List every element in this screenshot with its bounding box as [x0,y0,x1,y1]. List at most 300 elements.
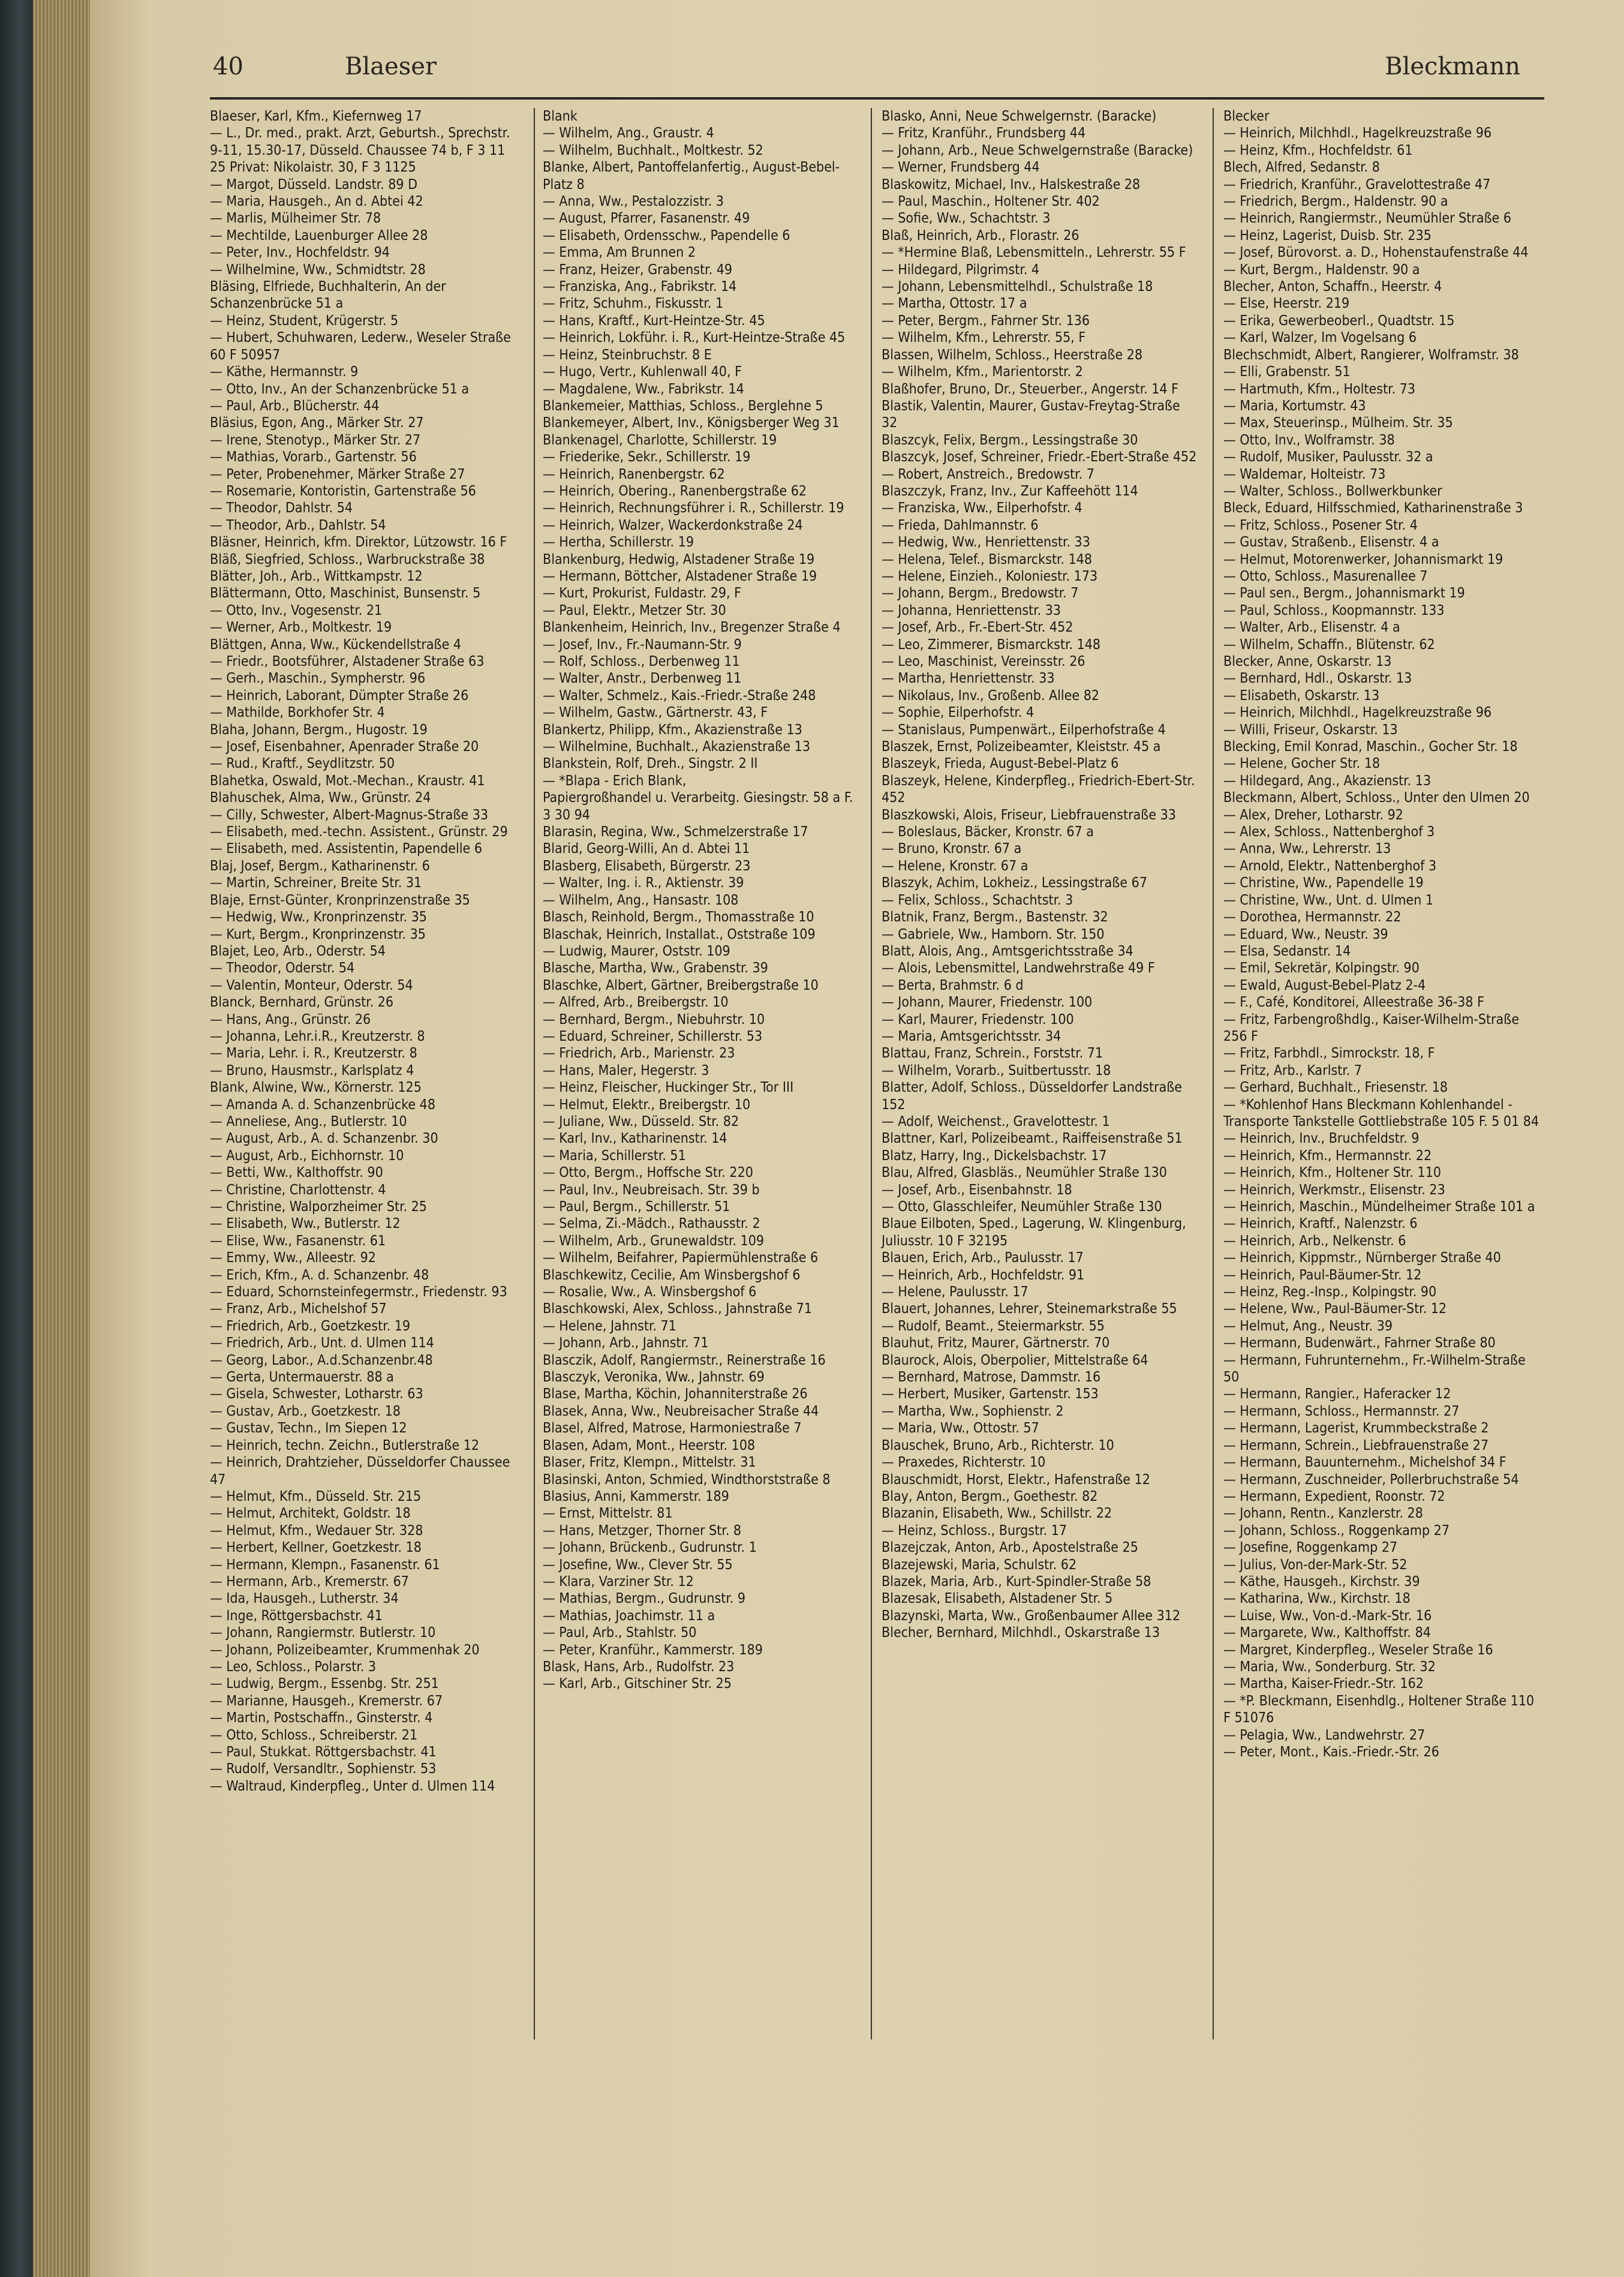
directory-entry: Blattau, Franz, Schrein., Forststr. 71 [882,1046,1103,1062]
directory-entry: — Inge, Röttgersbachstr. 41 [210,1608,383,1624]
directory-entry: Blankstein, Rolf, Dreh., Singstr. 2 II [543,756,758,772]
directory-entry: — Helena, Telef., Bismarckstr. 148 [882,551,1093,567]
directory-entry: — Martha, Henriettenstr. 33 [882,671,1055,687]
directory-entry: Bläß, Siegfried, Schloss., Warbruckstraße 38 [210,551,485,567]
directory-entry: Blecker [1223,109,1270,124]
directory-entry: — Theodor, Dahlstr. 54 [210,500,353,516]
directory-entry: — Heinrich, Paul-Bäumer-Str. 12 [1223,1267,1422,1283]
directory-entry: — Gerta, Untermauerstr. 88 a [210,1369,394,1386]
directory-entry: Papiergroßhandel u. Verarbeitg. Giesingstr. 58 a F. 3 30 94 [543,790,858,823]
directory-entry: — Kurt, Prokurist, Fuldastr. 29, F [543,585,742,602]
directory-entry: Blaschkewitz, Cecilie, Am Winsbergshof 6 [543,1267,801,1283]
directory-entry: Blatter, Adolf, Schloss., Düsseldorfer Landstraße 152 [882,1080,1186,1113]
directory-entry: — Heinrich, Kraftf., Nalenzstr. 6 [1223,1216,1418,1232]
directory-entry: — Heinrich, Kippmstr., Nürnberger Straße 40 [1223,1250,1501,1266]
directory-entry: — Wilhelm, Vorarb., Suitbertusstr. 18 [882,1062,1111,1079]
directory-entry: — Werner, Arb., Moltkestr. 19 [210,620,392,636]
directory-entry: — Johanna, Lehr.i.R., Kreutzerstr. 8 [210,1028,425,1044]
directory-entry: Blasius, Anni, Kammerstr. 189 [543,1488,729,1504]
directory-entry: Blaszeyk, Helene, Kinderpfleg., Friedrich-Ebert-Str. 452 [882,773,1199,806]
directory-entry: — Rudolf, Musiker, Paulusstr. 32 a [1223,449,1433,465]
column-divider [871,108,872,2039]
directory-entry: — Peter, Kranführ., Kammerstr. 189 [543,1642,763,1658]
directory-entry: — Franz, Heizer, Grabenstr. 49 [543,262,733,278]
directory-entry: — Waldemar, Holteistr. 73 [1223,466,1386,482]
directory-entry: — Rud., Kraftf., Seydlitzstr. 50 [210,756,395,772]
directory-entry: — Walter, Schloss., Bollwerkbunker [1223,483,1442,499]
directory-entry: Blankemeyer, Albert, Inv., Königsberger Weg 31 [543,415,840,431]
directory-entry: — Friedrich, Arb., Goetzkestr. 19 [210,1318,411,1334]
directory-entry: — Helmut, Elektr., Breibergstr. 10 [543,1097,751,1113]
directory-entry: — Hermann, Lagerist, Krummbeckstraße 2 [1223,1420,1489,1437]
directory-entry: — Fritz, Schloss., Posener Str. 4 [1223,517,1418,533]
directory-entry: — Wilhelm, Ang., Hansastr. 108 [543,892,739,908]
directory-entry: — Wilhelm, Beifahrer, Papiermühlenstraße 6 [543,1250,819,1266]
directory-entry: — Heinz, Fleischer, Huckinger Str., Tor III [543,1080,794,1096]
directory-entry: Bleckmann, Albert, Schloss., Unter den Ulmen 20 [1223,790,1530,806]
directory-entry: — Max, Steuerinsp., Mülheim. Str. 35 [1223,415,1453,431]
directory-entry: — Hildegard, Pilgrimstr. 4 [882,262,1040,278]
directory-entry: — Helmut, Architekt, Goldstr. 18 [210,1506,411,1522]
directory-entry: — Otto, Bergm., Hoffsche Str. 220 [543,1165,753,1181]
directory-entry: — Paul, Inv., Neubreisach. Str. 39 b [543,1182,760,1198]
directory-entry: Blazejewski, Maria, Schulstr. 62 [882,1557,1077,1573]
directory-entry: Blaszcyk, Josef, Schreiner, Friedr.-Ebert-Straße 452 [882,449,1197,465]
directory-entry: — F., Café, Konditorei, Alleestraße 36-38 F [1223,995,1485,1011]
directory-entry: — Heinrich, Lokführ. i. R., Kurt-Heintze-Straße 45 [543,330,846,346]
directory-entry: Blajet, Leo, Arb., Oderstr. 54 [210,943,386,959]
directory-entry: — Selma, Zi.-Mädch., Rathausstr. 2 [543,1216,760,1232]
directory-entry: Blaschke, Albert, Gärtner, Breibergstraße 10 [543,977,819,993]
directory-entry: — Johann, Lebensmittelhdl., Schulstraße 18 [882,279,1153,295]
directory-entry: — Maria, Schillerstr. 51 [543,1147,686,1164]
directory-entry: — Nikolaus, Inv., Großenb. Allee 82 [882,687,1100,704]
directory-entry: — Josef, Arb., Fr.-Ebert-Str. 452 [882,620,1073,636]
directory-entry: — Helmut, Ang., Neustr. 39 [1223,1318,1393,1334]
directory-entry: — Karl, Arb., Gitschiner Str. 25 [543,1676,732,1692]
directory-entry: — Rudolf, Beamt., Steiermarkstr. 55 [882,1318,1105,1334]
directory-entry: — Paul, Elektr., Metzer Str. 30 [543,602,726,618]
directory-entry: Bleck, Eduard, Hilfsschmied, Katharinenstraße 3 [1223,500,1523,516]
directory-entry: — Hermann, Böttcher, Alstadener Straße 19 [543,568,817,584]
directory-entry: — Emmy, Ww., Alleestr. 92 [210,1250,376,1266]
directory-entry: Blecking, Emil Konrad, Maschin., Gocher Str. 18 [1223,739,1518,755]
directory-entry: — Rosalie, Ww., A. Winsbergshof 6 [543,1284,757,1300]
directory-column-4 [1223,108,1544,1761]
directory-entry: Blaskowitz, Michael, Inv., Halskestraße 28 [882,176,1141,193]
directory-entry: — Paul, Maschin., Holtener Str. 402 [882,194,1100,210]
directory-entry: — Hubert, Schuhwaren, Lederw., Weseler Straße 60 F 50957 [210,330,515,363]
directory-entry: — Otto, Inv., Vogesenstr. 21 [210,602,383,618]
directory-entry: — Johann, Schloss., Roggenkamp 27 [1223,1522,1450,1539]
directory-entry: — Bruno, Hausmstr., Karlsplatz 4 [210,1062,414,1079]
directory-entry: Blecker, Anne, Oskarstr. 13 [1223,654,1392,669]
directory-entry: — Franziska, Ang., Fabrikstr. 14 [543,279,737,295]
directory-entry: — Sofie, Ww., Schachtstr. 3 [882,211,1051,227]
directory-entry: — Mathias, Bergm., Gudrunstr. 9 [543,1591,746,1607]
directory-entry: Blasberg, Elisabeth, Bürgerstr. 23 [543,858,751,874]
directory-entry: — Georg, Labor., A.d.Schanzenbr.48 [210,1352,433,1368]
directory-entry: — Erika, Gewerbeoberl., Quadtstr. 15 [1223,313,1455,329]
directory-entry: Blanck, Bernhard, Grünstr. 26 [210,995,394,1011]
directory-entry: — Bernhard, Matrose, Dammstr. 16 [882,1369,1101,1386]
directory-entry: Blankenheim, Heinrich, Inv., Bregenzer Straße 4 [543,620,841,636]
directory-entry: — Heinrich, Rechnungsführer i. R., Schillerstr. 19 [543,500,844,516]
directory-entry: — Fritz, Farbengroßhdlg., Kaiser-Wilhelm-Straße 256 F [1223,1011,1523,1044]
directory-entry: — Gustav, Arb., Goetzkestr. 18 [210,1403,401,1419]
directory-entry: — Felix, Schloss., Schachtstr. 3 [882,892,1073,908]
directory-entry: — Heinrich, Obering., Ranenbergstraße 62 [543,483,807,499]
directory-entry: Blazynski, Marta, Ww., Großenbaumer Allee 312 [882,1608,1181,1624]
directory-entry: — Berta, Brahmstr. 6 d [882,977,1024,993]
directory-entry: Blask, Hans, Arb., Rudolfstr. 23 [543,1659,735,1675]
directory-entry: Blank [543,109,578,124]
directory-entry: — Hertha, Schillerstr. 19 [543,534,694,551]
column-divider [1213,108,1214,2039]
directory-entry: — *Hermine Blaß, Lebensmitteln., Lehrerstr. 55 F [882,245,1186,261]
directory-entry: Blaszeyk, Frieda, August-Bebel-Platz 6 [882,756,1119,772]
directory-entry: — Hermann, Zuschneider, Pollerbruchstraße 54 [1223,1471,1519,1488]
directory-entry: — Helmut, Kfm., Wedauer Str. 328 [210,1522,423,1539]
directory-entry: — Frieda, Dahlmannstr. 6 [882,517,1039,533]
directory-entry: Blahuschek, Alma, Ww., Grünstr. 24 [210,790,431,806]
directory-entry: — Karl, Walzer, Im Vogelsang 6 [1223,330,1417,346]
directory-entry: — Elisabeth, Oskarstr. 13 [1223,687,1380,704]
directory-entry: — Gustav, Straßenb., Elisenstr. 4 a [1223,534,1439,551]
directory-entry: — Wilhelmine, Buchhalt., Akazienstraße 13 [543,739,811,755]
directory-entry: — Maria, Amtsgerichtsstr. 34 [882,1028,1061,1044]
directory-entry: Blechschmidt, Albert, Rangierer, Wolframstr. 38 [1223,347,1519,363]
directory-entry: — Heinrich, Ranenbergstr. 62 [543,466,725,482]
directory-entry: — Magdalene, Ww., Fabrikstr. 14 [543,381,744,397]
directory-entry: — Paul, Arb., Stahlstr. 50 [543,1625,697,1641]
directory-entry: Blahetka, Oswald, Mot.-Mechan., Kraustr. 41 [210,773,485,789]
directory-entry: — Johann, Rentn., Kanzlerstr. 28 [1223,1506,1423,1522]
directory-entry: — Walter, Schmelz., Kais.-Friedr.-Straße 248 [543,687,816,704]
directory-entry: — Heinrich, Laborant, Dümpter Straße 26 [210,687,469,704]
directory-entry: — Erich, Kfm., A. d. Schanzenbr. 48 [210,1267,429,1283]
directory-entry: — Josefine, Roggenkamp 27 [1223,1540,1398,1556]
directory-entry: — Friederike, Sekr., Schillerstr. 19 [543,449,751,465]
directory-entry: — Bernhard, Hdl., Oskarstr. 13 [1223,671,1412,687]
directory-entry: — Stanislaus, Pumpenwärt., Eilperhofstraße 4 [882,722,1166,738]
directory-entry: — Maria, Lehr. i. R., Kreutzerstr. 8 [210,1046,417,1062]
directory-entry: — Peter, Inv., Hochfeldstr. 94 [210,245,390,261]
directory-entry: — Ludwig, Maurer, Oststr. 109 [543,943,730,959]
directory-entry: — Peter, Probenehmer, Märker Straße 27 [210,466,465,482]
directory-entry: — Käthe, Hausgeh., Kirchstr. 39 [1223,1573,1420,1590]
header-left-keyword: Blaeser [345,53,437,80]
directory-column-2 [543,108,861,1693]
directory-entry: — Hermann, Expedient, Roonstr. 72 [1223,1488,1445,1504]
directory-entry: Blazek, Maria, Arb., Kurt-Spindler-Straße 58 [882,1573,1151,1590]
directory-entry: — Peter, Bergm., Fahrner Str. 136 [882,313,1090,329]
directory-entry: Blassen, Wilhelm, Schloss., Heerstraße 28 [882,347,1143,363]
directory-entry: — Wilhelm, Buchhalt., Moltkestr. 52 [543,142,763,158]
directory-entry: — Margarete, Ww., Kalthoffstr. 84 [1223,1625,1431,1641]
directory-entry: — Willi, Friseur, Oskarstr. 13 [1223,722,1398,738]
directory-entry: — Rosemarie, Kontoristin, Gartenstraße 56 [210,483,476,499]
directory-entry: Blech, Alfred, Sedanstr. 8 [1223,160,1380,176]
directory-entry: Blastik, Valentin, Maurer, Gustav-Freytag-Straße 32 [882,398,1184,431]
directory-entry: — Rolf, Schloss., Derbenweg 11 [543,654,740,669]
directory-entry: — Helene, Gocher Str. 18 [1223,756,1381,772]
directory-entry: — Alois, Lebensmittel, Landwehrstraße 49 F [882,960,1155,977]
directory-entry: — Heinrich, Rangiermstr., Neumühler Straße 6 [1223,211,1512,227]
directory-entry: — Hermann, Klempn., Fasanenstr. 61 [210,1557,440,1573]
directory-entry: — Wilhelm, Gastw., Gärtnerstr. 43, F [543,705,768,721]
directory-entry: — Friedr., Bootsführer, Alstadener Straße 63 [210,654,485,669]
directory-entry: — August, Arb., Eichhornstr. 10 [210,1147,404,1164]
directory-entry: — Elisabeth, med. Assistentin, Papendelle 6 [210,841,482,857]
directory-entry: Blauert, Johannes, Lehrer, Steinemarkstraße 55 [882,1301,1177,1317]
directory-entry: Blasek, Anna, Ww., Neubreisacher Straße 44 [543,1403,819,1419]
directory-entry: — Martha, Ww., Sophienstr. 2 [882,1403,1064,1419]
directory-entry: — Heinz, Reg.-Insp., Kolpingstr. 90 [1223,1284,1437,1300]
directory-entry: — Ernst, Mittelstr. 81 [543,1506,673,1522]
directory-entry: — Friedrich, Kranführ., Gravelottestraße 47 [1223,176,1491,193]
directory-entry: — Betti, Ww., Kalthoffstr. 90 [210,1165,383,1181]
directory-entry: — Anna, Ww., Pestalozzistr. 3 [543,194,724,210]
directory-entry: Blay, Anton, Bergm., Goethestr. 82 [882,1488,1098,1504]
directory-entry: — Otto, Glasschleifer, Neumühler Straße 130 [882,1199,1162,1215]
directory-entry: — Heinrich, Maschin., Mündelheimer Straße 101 a [1223,1199,1535,1215]
directory-entry: Blazanin, Elisabeth, Ww., Schillstr. 22 [882,1506,1112,1522]
directory-entry: — Käthe, Hermannstr. 9 [210,364,359,380]
directory-entry: — Mathias, Joachimstr. 11 a [543,1608,715,1624]
directory-entry: — Emma, Am Brunnen 2 [543,245,696,261]
directory-entry: — Elise, Ww., Fasanenstr. 61 [210,1233,386,1249]
directory-entry: Bläsius, Egon, Ang., Märker Str. 27 [210,415,424,431]
directory-entry: Blauhut, Fritz, Maurer, Gärtnerstr. 70 [882,1335,1110,1351]
directory-entry: — Paul, Bergm., Schillerstr. 51 [543,1199,730,1215]
directory-entry: — Fritz, Schuhm., Fiskusstr. 1 [543,296,724,312]
directory-entry: — Arnold, Elektr., Nattenberghof 3 [1223,858,1437,874]
directory-entry: — Hermann, Budenwärt., Fahrner Straße 80 [1223,1335,1496,1351]
directory-entry: — Hugo, Vertr., Kuhlenwall 40, F [543,364,742,380]
directory-entry: — Marlis, Mülheimer Str. 78 [210,211,381,227]
directory-entry: Blasel, Alfred, Matrose, Harmoniestraße 7 [543,1420,802,1437]
directory-entry: — Johann, Polizeibeamter, Krummenhak 20 [210,1642,480,1658]
directory-entry: — Johann, Bergm., Bredowstr. 7 [882,585,1079,602]
directory-entry: — Maria, Ww., Ottostr. 57 [882,1420,1039,1437]
directory-entry: — Gustav, Techn., Im Siepen 12 [210,1420,407,1437]
directory-entry: — Johann, Maurer, Friedenstr. 100 [882,995,1093,1011]
directory-entry: — Wilhelmine, Ww., Schmidtstr. 28 [210,262,426,278]
directory-entry: — Praxedes, Richterstr. 10 [882,1455,1046,1471]
directory-entry: — Franziska, Ww., Eilperhofstr. 4 [882,500,1082,516]
directory-entry: — Wilhelm, Kfm., Lehrerstr. 55, F [882,330,1086,346]
directory-entry: — Heinrich, techn. Zeichn., Butlerstraße 12 [210,1437,480,1453]
directory-entry: — Martin, Schreiner, Breite Str. 31 [210,875,422,891]
directory-entry: — Klara, Varziner Str. 12 [543,1573,694,1590]
directory-entry: — Helmut, Kfm., Düsseld. Str. 215 [210,1488,422,1504]
directory-entry: Blätter, Joh., Arb., Wittkampstr. 12 [210,568,423,584]
directory-entry: — Sophie, Eilperhofstr. 4 [882,705,1034,721]
directory-entry: — Christine, Walporzheimer Str. 25 [210,1199,427,1215]
directory-entry: — Karl, Inv., Katharinenstr. 14 [543,1131,727,1147]
directory-entry: Blecher, Bernhard, Milchhdl., Oskarstraße 13 [882,1625,1160,1641]
directory-entry: — Pelagia, Ww., Landwehrstr. 27 [1223,1727,1425,1743]
directory-entry: — Josef, Eisenbahner, Apenrader Straße 20 [210,739,479,755]
directory-entry: — Herbert, Musiker, Gartenstr. 153 [882,1386,1099,1402]
directory-entry: — Maria, Hausgeh., An d. Abtei 42 [210,194,423,210]
directory-entry: — Heinrich, Walzer, Wackerdonkstraße 24 [543,517,803,533]
directory-entry: — Adolf, Weichenst., Gravelottestr. 1 [882,1113,1110,1130]
directory-entry: — Josef, Inv., Fr.-Naumann-Str. 9 [543,636,742,653]
directory-entry: — Alex, Schloss., Nattenberghof 3 [1223,824,1435,840]
directory-entry: Blatz, Harry, Ing., Dickelsbachstr. 17 [882,1147,1107,1164]
directory-entry: Blazejczak, Anton, Arb., Apostelstraße 25 [882,1540,1138,1556]
directory-entry: — Heinz, Lagerist, Duisb. Str. 235 [1223,227,1431,244]
directory-entry: — Friedrich, Bergm., Haldenstr. 90 a [1223,194,1448,210]
directory-entry: — Helene, Jahnstr. 71 [543,1318,676,1334]
directory-entry: — Christine, Charlottenstr. 4 [210,1182,386,1198]
directory-entry: — Heinrich, Inv., Bruchfeldstr. 9 [1223,1131,1420,1147]
directory-entry: — Fritz, Arb., Karlstr. 7 [1223,1062,1363,1079]
directory-entry: — August, Arb., A. d. Schanzenbr. 30 [210,1131,438,1147]
directory-entry: — Juliane, Ww., Düsseld. Str. 82 [543,1113,739,1130]
page-number: 40 [213,53,243,80]
directory-entry: — Johann, Brückenb., Gudrunstr. 1 [543,1540,757,1556]
directory-entry: Blattner, Karl, Polizeibeamt., Raiffeisenstraße 51 [882,1131,1183,1147]
directory-entry: Blauschek, Bruno, Arb., Richterstr. 10 [882,1437,1114,1453]
directory-entry: Blaha, Johann, Bergm., Hugostr. 19 [210,722,428,738]
directory-entry: Blaje, Ernst-Günter, Kronprinzenstraße 35 [210,892,470,908]
directory-entry: — Werner, Frundsberg 44 [882,160,1040,176]
directory-entry: — Helene, Paulusstr. 17 [882,1284,1028,1300]
directory-entry: Blasen, Adam, Mont., Heerstr. 108 [543,1437,756,1453]
directory-entry: — Mathias, Vorarb., Gartenstr. 56 [210,449,417,465]
directory-entry: Blättgen, Anna, Ww., Kückendellstraße 4 [210,636,462,653]
directory-entry: Blazesak, Elisabeth, Alstadener Str. 5 [882,1591,1113,1607]
directory-entry: — Martha, Ottostr. 17 a [882,296,1027,312]
directory-entry: — Bruno, Kronstr. 67 a [882,841,1022,857]
directory-entry: Bläsing, Elfriede, Buchhalterin, An der Schanzenbrücke 51 a [210,279,450,312]
directory-entry: Blaß, Heinrich, Arb., Florastr. 26 [882,227,1079,244]
directory-entry: — Gerh., Maschin., Sympherstr. 96 [210,671,426,687]
directory-entry: Blasko, Anni, Neue Schwelgernstr. (Baracke) [882,109,1157,124]
directory-entry: Blatnik, Franz, Bergm., Bastenstr. 32 [882,909,1108,926]
directory-entry: Blasinski, Anton, Schmied, Windthorststraße 8 [543,1471,831,1488]
directory-entry: — Josefine, Ww., Clever Str. 55 [543,1557,733,1573]
directory-entry: — Walter, Ing. i. R., Aktienstr. 39 [543,875,744,891]
directory-entry: — Hermann, Fuhrunternehm., Fr.-Wilhelm-Straße 50 [1223,1352,1530,1386]
directory-entry: — Hans, Ang., Grünstr. 26 [210,1011,371,1028]
directory-entry: — Ewald, August-Bebel-Platz 2-4 [1223,977,1426,993]
directory-entry: — Hans, Metzger, Thorner Str. 8 [543,1522,741,1539]
directory-entry: — Paul, Arb., Blücherstr. 44 [210,398,380,414]
directory-entry: — Helmut, Motorenwerker, Johannismarkt 19 [1223,551,1503,567]
directory-entry: — Hedwig, Ww., Kronprinzenstr. 35 [210,909,427,926]
directory-entry: Blasch, Reinhold, Bergm., Thomasstraße 10 [543,909,814,926]
directory-entry: — Helene, Ww., Paul-Bäumer-Str. 12 [1223,1301,1447,1317]
directory-entry: Blankenagel, Charlotte, Schillerstr. 19 [543,432,777,448]
directory-entry: — Christine, Ww., Unt. d. Ulmen 1 [1223,892,1434,908]
directory-entry: Bläsner, Heinrich, kfm. Direktor, Lützowstr. 16 F [210,534,507,551]
directory-entry: — Leo, Schloss., Polarstr. 3 [210,1659,377,1675]
directory-entry: Blaeser, Karl, Kfm., Kiefernweg 17 [210,109,422,124]
directory-entry: Blatt, Alois, Ang., Amtsgerichtsstraße 34 [882,943,1133,959]
directory-entry: Blecher, Anton, Schaffn., Heerstr. 4 [1223,279,1442,295]
directory-entry: Blaschak, Heinrich, Installat., Oststraße 109 [543,926,816,942]
directory-entry: — Marianne, Hausgeh., Kremerstr. 67 [210,1693,443,1709]
directory-entry: — Heinrich, Milchhdl., Hagelkreuzstraße 96 [1223,705,1492,721]
directory-entry: — Mathilde, Borkhofer Str. 4 [210,705,385,721]
book-binding [0,0,33,2277]
directory-entry: — Otto, Inv., An der Schanzenbrücke 51 a [210,381,470,397]
directory-entry: — Leo, Maschinist, Vereinsstr. 26 [882,654,1085,669]
directory-entry: — Friedrich, Arb., Unt. d. Ulmen 114 [210,1335,434,1351]
directory-entry: — Otto, Inv., Wolframstr. 38 [1223,432,1395,448]
directory-entry: Blarasin, Regina, Ww., Schmelzerstraße 17 [543,824,808,840]
directory-entry: — Emil, Sekretär, Kolpingstr. 90 [1223,960,1420,977]
directory-entry: — Christine, Ww., Papendelle 19 [1223,875,1424,891]
directory-entry: — *Kohlenhof Hans Bleckmann Kohlenhandel - Transporte Tankstelle Gottliebstraße 105 F. 5 01 84 [1223,1097,1539,1130]
directory-entry: — Johanna, Henriettenstr. 33 [882,602,1061,618]
directory-entry: Blau, Alfred, Glasbläs., Neumühler Straße 130 [882,1165,1167,1181]
directory-entry: — Kurt, Bergm., Haldenstr. 90 a [1223,262,1420,278]
directory-entry: — Eduard, Schreiner, Schillerstr. 53 [543,1028,763,1044]
directory-column-3 [882,108,1199,1642]
directory-entry: Blaßhofer, Bruno, Dr., Steuerber., Angerstr. 14 F [882,381,1179,397]
column-divider [534,108,535,2039]
directory-entry: — Helene, Kronstr. 67 a [882,858,1028,874]
directory-entry: — Johann, Rangiermstr. Butlerstr. 10 [210,1625,436,1641]
directory-entry: — Valentin, Monteur, Oderstr. 54 [210,977,413,993]
directory-entry: — Paul, Schloss., Koopmannstr. 133 [1223,602,1445,618]
directory-column-1 [210,108,525,1795]
directory-entry: — Heinrich, Kfm., Hermannstr. 22 [1223,1147,1432,1164]
directory-entry: Blaurock, Alois, Oberpolier, Mittelstraße 64 [882,1352,1148,1368]
directory-entry: — Heinz, Kfm., Hochfeldstr. 61 [1223,142,1413,158]
directory-entry: — Franz, Arb., Michelshof 57 [210,1301,387,1317]
directory-entry: — Josef, Bürovorst. a. D., Hohenstaufenstraße 44 [1223,245,1529,261]
directory-entry: — Friedrich, Arb., Marienstr. 23 [543,1046,735,1062]
directory-entry: — Anna, Ww., Lehrerstr. 13 [1223,841,1391,857]
directory-entry: — Martha, Kaiser-Friedr.-Str. 162 [1223,1676,1424,1692]
directory-entry: — Martin, Postschaffn., Ginsterstr. 4 [210,1710,433,1726]
directory-entry: Blaszczyk, Franz, Inv., Zur Kaffeehött 114 [882,483,1138,499]
directory-entry: — Heinrich, Milchhdl., Hagelkreuzstraße 96 [1223,125,1492,142]
directory-entry: — Heinz, Steinbruchstr. 8 E [543,347,712,363]
directory-entry: Blank, Alwine, Ww., Körnerstr. 125 [210,1080,422,1096]
directory-entry: — Luise, Ww., Von-d.-Mark-Str. 16 [1223,1608,1432,1624]
directory-entry: — Julius, Von-der-Mark-Str. 52 [1223,1557,1408,1573]
directory-entry: — Kurt, Bergm., Kronprinzenstr. 35 [210,926,426,942]
directory-entry: — Hermann, Schloss., Hermannstr. 27 [1223,1403,1460,1419]
directory-entry: — *P. Bleckmann, Eisenhdlg., Holtener Straße 110 F 51076 [1223,1693,1538,1726]
directory-entry: Blaszkowski, Alois, Friseur, Liebfrauenstraße 33 [882,807,1176,823]
directory-entry: — Heinrich, Drahtzieher, Düsseldorfer Chaussee 47 [210,1455,514,1488]
directory-entry: Blarid, Georg-Willi, An d. Abtei 11 [543,841,750,857]
directory-entry: — Josef, Arb., Eisenbahnstr. 18 [882,1182,1072,1198]
directory-entry: — Bernhard, Bergm., Niebuhrstr. 10 [543,1011,765,1028]
directory-entry: — Herbert, Kellner, Goetzkestr. 18 [210,1540,422,1556]
directory-entry: — Eduard, Ww., Neustr. 39 [1223,926,1388,942]
directory-entry: — Elisabeth, Ww., Butlerstr. 12 [210,1216,401,1232]
page-header [123,53,1562,101]
directory-entry: — L., Dr. med., prakt. Arzt, Geburtsh., Sprechstr. 9-11, 15.30-17, Düsseld. Chaussee 74 b, F 3 11 25 Privat: Nikolaistr. 30, F 3 1125 [210,125,515,176]
header-rule [210,97,1544,100]
directory-entry: — Hermann, Rangier., Haferacker 12 [1223,1386,1451,1402]
directory-entry: — Robert, Anstreich., Bredowstr. 7 [882,466,1094,482]
directory-entry: — Rudolf, Versandltr., Sophienstr. 53 [210,1761,437,1777]
directory-entry: — Alfred, Arb., Breibergstr. 10 [543,995,729,1011]
directory-entry: — Maria, Kortumstr. 43 [1223,398,1366,414]
directory-entry: — Hermann, Bauunternehm., Michelshof 34 F [1223,1455,1506,1471]
directory-entry: — Maria, Ww., Sonderburg. Str. 32 [1223,1659,1436,1675]
